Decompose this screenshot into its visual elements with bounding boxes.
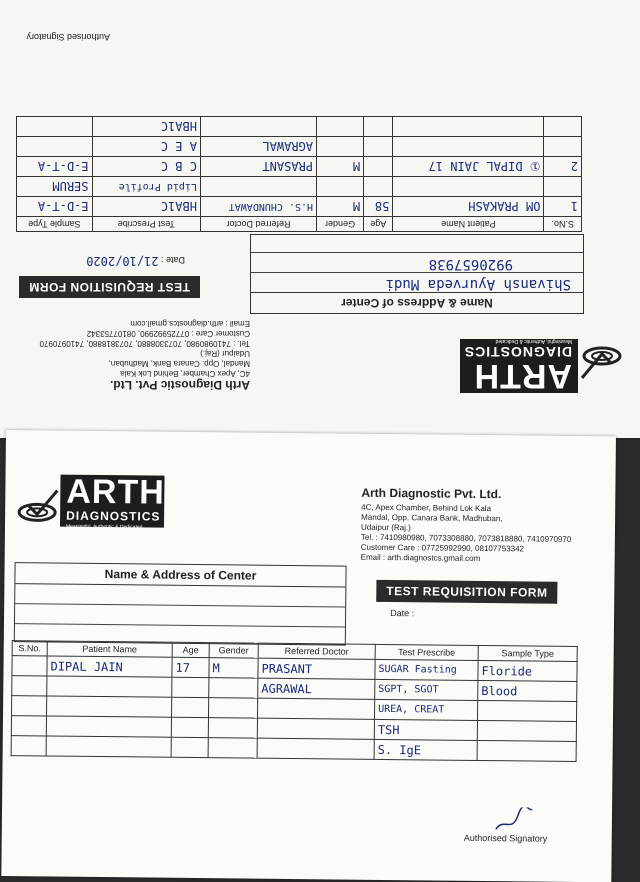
- date-value: 21/10/2020: [86, 254, 159, 268]
- cell-age: [364, 177, 393, 197]
- cell-test: Lipid Profile: [92, 177, 200, 197]
- top-table-header: [17, 217, 582, 232]
- cell-name: [47, 696, 172, 717]
- signatory-label: Authorised Signatory: [26, 32, 110, 42]
- company-tel: Tel. : 7410980980, 7073308880, 7073818880, 7410970970: [360, 532, 572, 544]
- company-care: Customer Care : 07725992990, 08107753342: [360, 542, 525, 554]
- cell-gender: [317, 117, 364, 137]
- cell-gender: M: [317, 197, 364, 217]
- cell-sno: [12, 676, 47, 696]
- cell-age: [172, 677, 209, 697]
- cell-name: [47, 676, 172, 697]
- company-addr1: 4C, Apex Chamber, Behind Lok Kala: [361, 502, 492, 514]
- center-label: Name & Address of Center: [15, 563, 345, 587]
- cell-doctor: PRASANT: [200, 157, 316, 177]
- cell-gender: M: [209, 658, 258, 679]
- cell-name: [46, 736, 171, 757]
- cell-test: S. IgE: [374, 739, 477, 760]
- logo: [60, 472, 165, 531]
- col-age: Age: [364, 217, 393, 232]
- cell-gender: [208, 738, 257, 759]
- cell-doctor: [200, 117, 316, 137]
- cell-sample: E-D-T-A: [17, 197, 93, 217]
- cell-doctor: PRASANT: [258, 658, 375, 679]
- top-table: [16, 116, 582, 232]
- cell-doctor: [257, 718, 374, 739]
- logo-tagline: Meaningful, Authentic & Dedicated: [495, 338, 572, 344]
- center-line-2: [15, 604, 345, 627]
- cell-age: [364, 137, 393, 157]
- center-box: [250, 234, 584, 314]
- table-row: [17, 117, 582, 137]
- cell-sample: [17, 137, 93, 157]
- cell-doctor: AGRAWAL: [258, 678, 375, 699]
- cell-sno: [12, 656, 47, 676]
- center-handwritten-1: Shivansh Ayurveda Mudi: [251, 272, 583, 292]
- col-sample-type: Sample Type: [17, 217, 93, 232]
- col-age: Age: [172, 642, 209, 657]
- cell-sno: [544, 117, 582, 137]
- table-row: [17, 197, 582, 217]
- target-logo-icon: [17, 488, 59, 522]
- company-name: Arth Diagnostic Pvt. Ltd.: [361, 485, 502, 502]
- date-field: [86, 254, 185, 268]
- company-block: [361, 486, 612, 566]
- cell-sample: Floride: [478, 660, 577, 681]
- col-gender: Gender: [209, 643, 258, 659]
- cell-doctor: AGRAWAL: [200, 137, 316, 157]
- cell-test: SUGAR Fasting: [375, 659, 478, 680]
- cell-test: UREA, CREAT: [374, 699, 477, 720]
- logo-tagline: Meaningful, Authentic & Dedicated: [65, 523, 143, 531]
- bottom-table: [11, 640, 578, 762]
- cell-doctor: [200, 177, 316, 197]
- cell-name: [393, 117, 544, 137]
- form-title: TEST REQUISITION FORM: [376, 580, 557, 604]
- col-patient-name: Patient Name: [393, 217, 544, 232]
- cell-age: [171, 717, 208, 737]
- cell-gender: M: [317, 157, 364, 177]
- company-care: Customer Care : 07725992990, 08107753342: [86, 329, 250, 338]
- cell-age: [364, 157, 393, 177]
- cell-doctor: H.S. CHUNDAWAT: [200, 197, 316, 217]
- logo: [460, 339, 578, 393]
- company-block: [5, 318, 250, 392]
- col-test-prescribe: Test Prescribe: [92, 217, 200, 232]
- company-addr1: 4C, Apex Chamber, Behind Lok Kala: [120, 369, 250, 378]
- date-label: Date :: [160, 255, 185, 265]
- cell-test: A E C: [92, 137, 200, 157]
- cell-gender: [209, 678, 258, 699]
- form-title: TEST REQUISITION FORM: [19, 276, 200, 298]
- center-box: [14, 562, 347, 645]
- cell-name: DIPAL JAIN: [47, 656, 172, 677]
- cell-age: [364, 117, 393, 137]
- col-gender: Gender: [317, 217, 364, 232]
- company-email: Email : arth.diagnostcs.gmail.com: [360, 552, 481, 563]
- top-form-rotated: [0, 0, 640, 438]
- top-form-sheet: [0, 0, 640, 438]
- cell-doctor: [257, 698, 374, 719]
- center-handwritten-2: 9920657938: [251, 252, 583, 272]
- cell-gender: [208, 698, 257, 719]
- cell-sample: Blood: [478, 680, 577, 701]
- cell-gender: [208, 718, 257, 739]
- bottom-form-sheet: [1, 430, 616, 882]
- signatory-label: Authorised Signatory: [463, 832, 548, 844]
- company-addr3: Udaipur (Raj.): [200, 349, 250, 358]
- cell-name: ① DIPAL JAIN 17: [393, 157, 544, 177]
- cell-sno: [544, 177, 582, 197]
- col-sno: S.No.: [544, 217, 582, 232]
- cell-test: HBA1C: [92, 197, 200, 217]
- col-referred-doctor: Referred Doctor: [258, 643, 375, 659]
- cell-test: C B C: [92, 157, 200, 177]
- cell-sample: E-D-T-A: [17, 157, 93, 177]
- cell-doctor: [257, 738, 374, 759]
- cell-test: SGPT, SGOT: [375, 679, 478, 700]
- col-patient-name: Patient Name: [47, 641, 172, 657]
- cell-name: [393, 137, 544, 157]
- table-row: [17, 157, 582, 177]
- cell-name: [393, 177, 544, 197]
- target-logo-icon: [580, 346, 622, 380]
- cell-age: [172, 697, 209, 717]
- cell-sno: 2: [544, 157, 582, 177]
- cell-name: OM PRAKASH: [393, 197, 544, 217]
- cell-age: 17: [172, 657, 209, 677]
- cell-sample: [477, 700, 576, 721]
- col-sample-type: Sample Type: [478, 645, 577, 661]
- cell-gender: [317, 137, 364, 157]
- cell-sno: [11, 736, 46, 756]
- cell-sno: [544, 137, 582, 157]
- cell-gender: [317, 177, 364, 197]
- cell-sno: [12, 696, 47, 716]
- company-addr2: Mandal, Opp. Canara Bank, Madhuban,: [108, 359, 250, 368]
- logo-arth: ARTH: [66, 472, 165, 512]
- company-addr2: Mandal, Opp. Canara Bank, Madhuban,: [361, 512, 503, 524]
- cell-sno: [11, 716, 46, 736]
- cell-age: [171, 737, 208, 757]
- cell-sno: 1: [544, 197, 582, 217]
- company-name: Arth Diagnostic Pvt. Ltd.: [109, 378, 250, 392]
- cell-sample: [477, 720, 576, 741]
- cell-sample: [477, 740, 576, 761]
- cell-name: [46, 716, 171, 737]
- col-referred-doctor: Referred Doctor: [200, 217, 316, 232]
- logo-arth: ARTH: [473, 357, 572, 395]
- company-tel: Tel. : 7410980980, 7073308880, 7073818880, 7410970970: [39, 339, 250, 348]
- center-label: Name & Address of Center: [251, 292, 583, 313]
- table-row: [17, 177, 582, 197]
- cell-age: 58: [364, 197, 393, 217]
- cell-sample: [17, 117, 93, 137]
- company-email: Email : arth.diagnostcs.gmail.com: [130, 319, 250, 328]
- cell-sample: SERUM: [17, 177, 93, 197]
- col-sno: S.No.: [12, 641, 47, 656]
- cell-test: HBA1C: [92, 117, 200, 137]
- table-row: [17, 137, 582, 157]
- cell-test: TSH: [374, 719, 477, 740]
- signature-scribble-icon: [494, 807, 534, 833]
- logo-diagnostics: DIAGNOSTICS: [463, 344, 572, 360]
- logo-diagnostics: DIAGNOSTICS: [66, 508, 161, 524]
- col-test-prescribe: Test Prescribe: [375, 644, 478, 660]
- company-addr3: Udaipur (Raj.): [360, 522, 411, 533]
- date-label: Date :: [390, 608, 415, 619]
